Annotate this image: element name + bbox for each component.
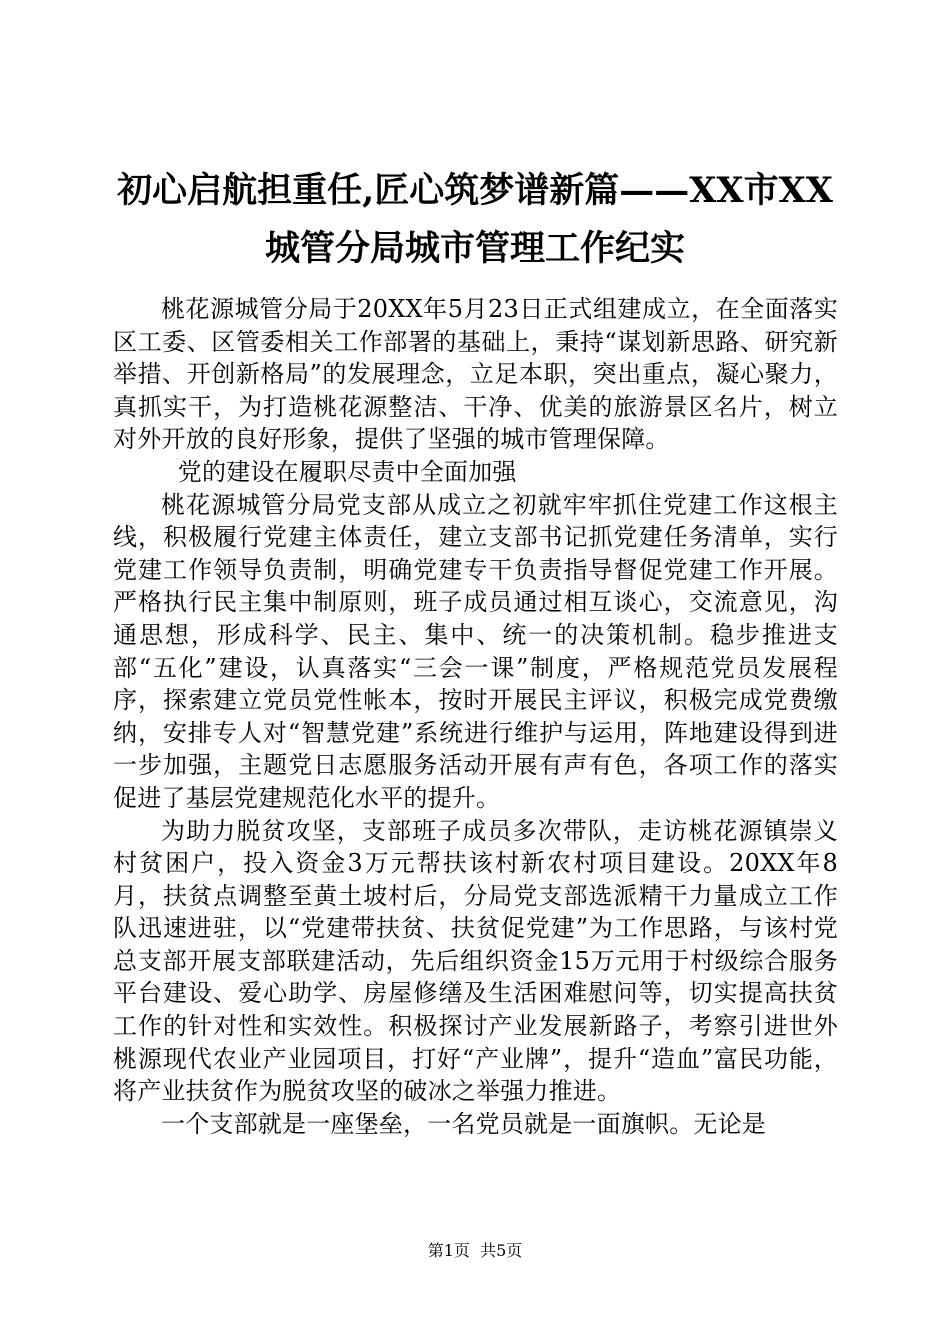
paragraph-fortress: 一个支部就是一座堡垒，一名党员就是一面旗帜。无论是 <box>161 1109 766 1138</box>
paragraph-intro: 桃花源城管分局于20XX年5月23日正式组建成立，在全面落实区工委、区管委相关工作部署的基础上，秉持“谋划新思路、研究新举措、开创新格局”的发展理念，立足本职，突出重点，凝心聚力，真抓实干，为打造桃花源整洁、干净、优美的旅游景区名片，树立对外开放的良好形象，提供了坚强的城市管理保障。 <box>113 295 838 454</box>
page-number: 第1页 共5页 <box>427 1241 523 1260</box>
section-heading: 党的建设在履职尽责中全面加强 <box>177 457 517 486</box>
document-body <box>113 293 838 1140</box>
title-line-1: 初心启航担重任,匠心筑梦谱新篇——XX市XX <box>117 170 833 211</box>
page-footer <box>0 1240 950 1262</box>
paragraph-party-building: 桃花源城管分局党支部从成立之初就牢牢抓住党建工作这根主线，积极履行党建主体责任，建立支部书记抓党建任务清单，实行党建工作领导负责制，明确党建专干负责指导督促党建工作开展。严格执行民主集中制原则，班子成员通过相互谈心，交流意见，沟通思想，形成科学、民主、集中、统一的决策机制。稳步推进支部“五化”建设，认真落实“三会一课”制度，严格规范党员发展程序，探索建立党员党性帐本，按时开展民主评议，积极完成党费缴纳，安排专人对“智慧党建”系统进行维护与运用，阵地建设得到进一步加强，主题党日志愿服务活动开展有声有色，各项工作的落实促进了基层党建规范化水平的提升。 <box>113 490 838 812</box>
paragraph-poverty-alleviation: 为助力脱贫攻坚，支部班子成员多次带队，走访桃花源镇崇义村贫困户，投入资金3万元帮扶该村新农村项目建设。20XX年8月，扶贫点调整至黄土坡村后，分局党支部选派精干力量成立工作队迅速进驻，以“党建带扶贫、扶贫促党建”为工作思路，与该村党总支部开展支部联建活动，先后组织资金15万元用于村级综合服务平台建设、爱心助学、房屋修缮及生活困难慰问等，切实提高扶贫工作的针对性和实效性。积极探讨产业发展新路子，考察引进世外桃源现代农业产业园项目，打好“产业牌”，提升“造血”富民功能，将产业扶贫作为脱贫攻坚的破冰之举强力推进。 <box>113 816 838 1106</box>
title-line-2: 城管分局城市管理工作纪实 <box>264 228 685 269</box>
page-title <box>100 162 850 278</box>
